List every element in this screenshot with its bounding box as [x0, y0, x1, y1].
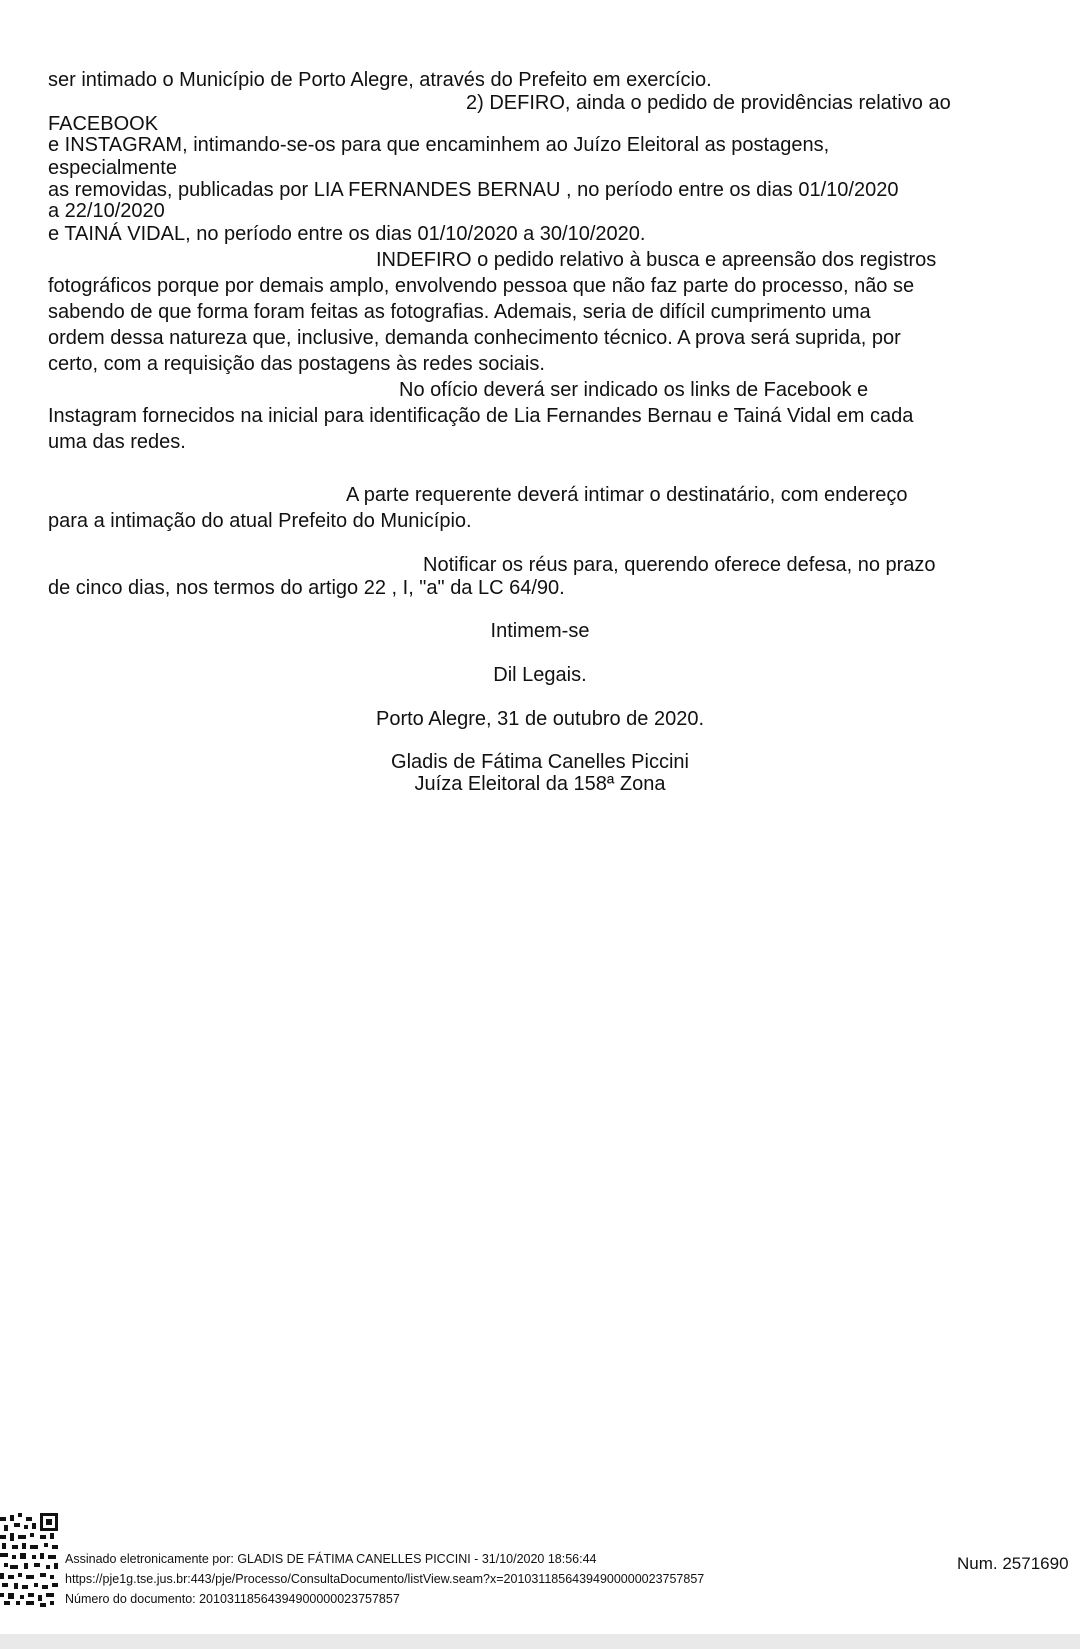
qr-code-icon — [0, 1513, 58, 1607]
doc-line: Instagram fornecidos na inicial para identificação de Lia Fernandes Bernau e Tainá Vidal em cada — [48, 405, 914, 427]
doc-line: certo, com a requisição das postagens às redes sociais. — [48, 353, 545, 375]
doc-line: 2) DEFIRO, ainda o pedido de providências relativo ao — [466, 92, 951, 114]
doc-line: fotográficos porque por demais amplo, envolvendo pessoa que não faz parte do processo, não se — [48, 275, 915, 297]
doc-line: Notificar os réus para, querendo oferece defesa, no prazo — [423, 554, 936, 576]
footer-url[interactable]: https://pje1g.tse.jus.br:443/pje/Processo/ConsultaDocumento/listView.seam?x=20103118564394900000023757857 — [65, 1572, 705, 1586]
closing-date: Porto Alegre, 31 de outubro de 2020. — [375, 708, 705, 730]
doc-line: as removidas, publicadas por LIA FERNANDES BERNAU , no período entre os dias 01/10/2020 — [48, 179, 899, 201]
signer-name: Gladis de Fátima Canelles Piccini — [391, 751, 689, 773]
doc-line: sabendo de que forma foram feitas as fotografias. Ademais, seria de difícil cumprimento uma — [48, 301, 871, 323]
doc-line: e TAINÁ VIDAL, no período entre os dias 01/10/2020 a 30/10/2020. — [48, 223, 646, 245]
doc-line: de cinco dias, nos termos do artigo 22 , I, "a" da LC 64/90. — [48, 577, 565, 599]
doc-line: e INSTAGRAM, intimando-se-os para que encaminhem ao Juízo Eleitoral as postagens, — [48, 134, 830, 156]
doc-line: FACEBOOK — [48, 113, 159, 135]
doc-line: uma das redes. — [48, 431, 186, 453]
closing-dil: Dil Legais. — [493, 664, 587, 686]
footer-signed: Assinado eletronicamente por: GLADIS DE FÁTIMA CANELLES PICCINI - 31/10/2020 18:56:44 — [65, 1552, 597, 1566]
signer-role: Juíza Eleitoral da 158ª Zona — [414, 773, 666, 795]
footer-doc-number: Número do documento: 20103118564394900000023757857 — [65, 1592, 400, 1606]
doc-line: para a intimação do atual Prefeito do Município. — [48, 510, 472, 532]
doc-line: A parte requerente deverá intimar o destinatário, com endereço — [346, 484, 908, 506]
doc-line: a 22/10/2020 — [48, 200, 165, 222]
doc-line: INDEFIRO o pedido relativo à busca e apreensão dos registros — [376, 249, 937, 271]
doc-line: No ofício deverá ser indicado os links de Facebook e — [399, 379, 869, 401]
document-num: Num. 2571690 — [957, 1554, 1069, 1573]
doc-line: ordem dessa natureza que, inclusive, demanda conhecimento técnico. A prova será suprida, por — [48, 327, 901, 349]
closing-intimem: Intimem-se — [490, 620, 590, 642]
bottom-bar — [0, 1634, 1080, 1649]
doc-line: especialmente — [48, 157, 177, 179]
doc-line: ser intimado o Município de Porto Alegre, através do Prefeito em exercício. — [48, 69, 712, 91]
